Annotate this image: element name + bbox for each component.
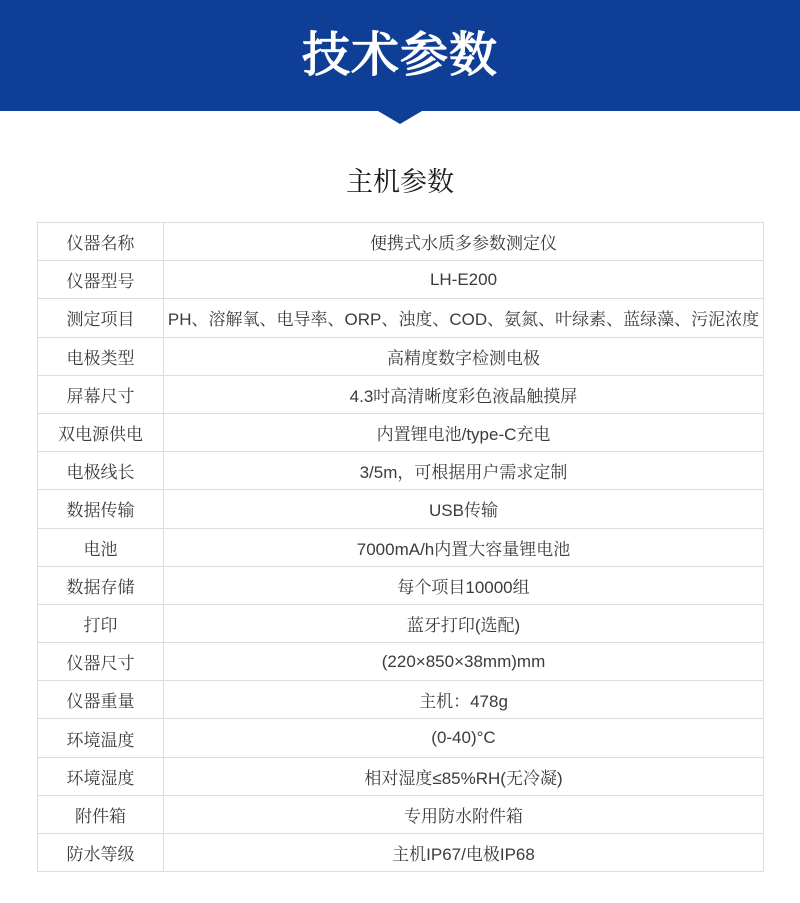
table-row: [38, 223, 764, 261]
banner-arrow-down-icon: [378, 111, 422, 124]
spec-label-cell: 仪器重量: [38, 681, 164, 719]
spec-value-cell: 主机：478g: [164, 681, 764, 719]
spec-value-cell: 7000mA/h内置大容量锂电池: [164, 528, 764, 566]
spec-value-cell: 主机IP67/电极IP68: [164, 834, 764, 872]
table-row: [38, 566, 764, 604]
spec-table-body: [38, 223, 764, 872]
spec-label-cell: 数据存储: [38, 566, 164, 604]
table-row: [38, 643, 764, 681]
spec-label-cell: 仪器尺寸: [38, 643, 164, 681]
spec-value-cell: 专用防水附件箱: [164, 795, 764, 833]
spec-label-cell: 环境湿度: [38, 757, 164, 795]
spec-table-container: [37, 222, 763, 872]
spec-value-cell: 4.3吋高清晰度彩色液晶触摸屏: [164, 375, 764, 413]
table-row: [38, 604, 764, 642]
table-row: [38, 413, 764, 451]
table-row: [38, 452, 764, 490]
spec-label-cell: 环境温度: [38, 719, 164, 757]
spec-label-cell: 电极线长: [38, 452, 164, 490]
spec-value-cell: PH、溶解氧、电导率、ORP、浊度、COD、氨氮、叶绿素、蓝绿藻、污泥浓度: [164, 299, 764, 337]
table-row: [38, 337, 764, 375]
spec-table: [37, 222, 764, 872]
spec-label-cell: 电极类型: [38, 337, 164, 375]
spec-value-cell: 高精度数字检测电极: [164, 337, 764, 375]
table-row: [38, 719, 764, 757]
table-row: [38, 261, 764, 299]
spec-label-cell: 打印: [38, 604, 164, 642]
spec-label-cell: 屏幕尺寸: [38, 375, 164, 413]
spec-value-cell: 内置锂电池/type-C充电: [164, 413, 764, 451]
spec-value-cell: (0-40)°C: [164, 719, 764, 757]
spec-label-cell: 仪器型号: [38, 261, 164, 299]
table-row: [38, 375, 764, 413]
spec-label-cell: 数据传输: [38, 490, 164, 528]
table-row: [38, 681, 764, 719]
spec-label-cell: 附件箱: [38, 795, 164, 833]
table-row: [38, 490, 764, 528]
table-row: [38, 795, 764, 833]
spec-value-cell: 便携式水质多参数测定仪: [164, 223, 764, 261]
spec-value-cell: LH-E200: [164, 261, 764, 299]
spec-value-cell: 相对湿度≤85%RH(无冷凝): [164, 757, 764, 795]
spec-label-cell: 双电源供电: [38, 413, 164, 451]
section-title: 主机参数: [346, 167, 454, 197]
table-row: [38, 299, 764, 337]
table-row: [38, 757, 764, 795]
spec-value-cell: (220×850×38mm)mm: [164, 643, 764, 681]
page-title: 技术参数: [301, 28, 498, 82]
tech-params-banner: [0, 0, 800, 111]
spec-value-cell: 蓝牙打印(选配): [164, 604, 764, 642]
spec-value-cell: 3/5m，可根据用户需求定制: [164, 452, 764, 490]
spec-label-cell: 防水等级: [38, 834, 164, 872]
spec-value-cell: 每个项目10000组: [164, 566, 764, 604]
spec-label-cell: 测定项目: [38, 299, 164, 337]
spec-label-cell: 仪器名称: [38, 223, 164, 261]
table-row: [38, 834, 764, 872]
spec-value-cell: USB传输: [164, 490, 764, 528]
table-row: [38, 528, 764, 566]
spec-label-cell: 电池: [38, 528, 164, 566]
